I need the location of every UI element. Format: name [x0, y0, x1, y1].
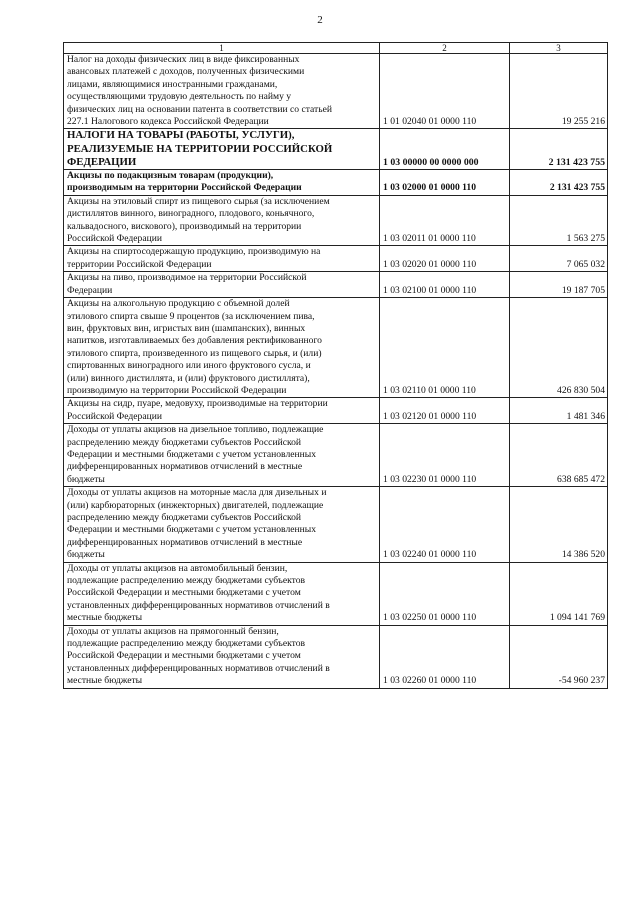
table-row [64, 487, 608, 562]
income-name-line: дистиллятов винного, виноградного, плодового, коньячного, [67, 208, 315, 220]
income-name-line: распределению между бюджетами субъектов Российской [67, 436, 302, 448]
column-header-code: 2 [380, 43, 510, 54]
income-name-line: кальвадосного, вискового), производимый на территории [67, 220, 302, 232]
income-name-line: дифференцированных нормативов отчислений в местные [67, 536, 303, 548]
column-header-amount: 3 [510, 43, 608, 54]
amount-cell: 2 131 423 755 [510, 170, 608, 196]
income-name-line: осуществляющими трудовую деятельность по найму у [67, 91, 292, 103]
amount-cell: 19 255 216 [510, 54, 608, 129]
income-name-line: НАЛОГИ НА ТОВАРЫ (РАБОТЫ, УСЛУГИ), [67, 129, 295, 142]
income-name-line: Российской Федерации и местными бюджетами с учетом [67, 587, 301, 599]
income-name-line: вин, фруктовых вин, игристых вин (шампанских), винных [67, 322, 306, 334]
income-name-line: (или) винного дистиллята, и (или) фруктового дистиллята), [67, 372, 310, 384]
amount-cell: 1 563 275 [510, 195, 608, 246]
income-name-line: этилового спирта свыше 9 процентов (за исключением пива, [67, 310, 315, 322]
table-row [64, 625, 608, 688]
classification-code-cell: 1 03 02230 01 0000 110 [380, 424, 510, 487]
income-name-cell [64, 54, 380, 129]
table-row [64, 424, 608, 487]
classification-code-cell: 1 01 02040 01 0000 110 [380, 54, 510, 129]
table-row [64, 54, 608, 129]
income-name-line: подлежащие распределению между бюджетами субъектов [67, 638, 306, 650]
table-body [64, 54, 608, 689]
classification-code-cell: 1 03 00000 00 0000 000 [380, 129, 510, 170]
table-row [64, 398, 608, 424]
income-name-line: Доходы от уплаты акцизов на моторные масла для дизельных и [67, 487, 327, 499]
income-name-line: Российской Федерации и местными бюджетами с учетом [67, 650, 301, 662]
income-name-line: местные бюджеты [67, 612, 143, 624]
income-name-line: Акцизы на алкогольную продукцию с объемной долей [67, 298, 290, 310]
page-number: 2 [317, 14, 323, 26]
income-name-line: местные бюджеты [67, 675, 143, 687]
classification-code-cell: 1 03 02020 01 0000 110 [380, 246, 510, 272]
income-name-line: этилового спирта, произведенного из пищевого сырья, и (или) [67, 347, 322, 359]
income-name-line: спиртованных виноградного или иного фруктового сусла, и [67, 360, 311, 372]
amount-cell: 19 187 705 [510, 272, 608, 298]
income-name-line: Акцизы на этиловый спирт из пищевого сырья (за исключением [67, 195, 330, 207]
amount-cell: 7 065 032 [510, 246, 608, 272]
table-row [64, 170, 608, 196]
income-name-cell [64, 487, 380, 562]
amount-cell: 426 830 504 [510, 298, 608, 398]
income-name-cell [64, 129, 380, 170]
income-name-line: Акцизы на сидр, пуаре, медовуху, производимые на территории [67, 398, 328, 410]
income-name-line: Доходы от уплаты акцизов на дизельное топливо, подлежащие [67, 424, 324, 436]
classification-code-cell: 1 03 02260 01 0000 110 [380, 625, 510, 688]
income-name-line: производимую на территории Российской Федерации [67, 384, 287, 396]
income-name-cell [64, 424, 380, 487]
income-name-line: бюджеты [67, 473, 105, 485]
budget-revenue-table [63, 42, 608, 689]
classification-code-cell: 1 03 02120 01 0000 110 [380, 398, 510, 424]
income-name-line: Федерации [67, 284, 113, 296]
amount-cell: 1 481 346 [510, 398, 608, 424]
income-name-line: Акцизы на пиво, производимое на территории Российской [67, 272, 307, 284]
classification-code-cell: 1 03 02000 01 0000 110 [380, 170, 510, 196]
table-row [64, 272, 608, 298]
income-name-cell [64, 246, 380, 272]
income-name-line: бюджеты [67, 549, 105, 561]
classification-code-cell: 1 03 02100 01 0000 110 [380, 272, 510, 298]
amount-cell: 638 685 472 [510, 424, 608, 487]
income-name-line: установленных дифференцированных нормативов отчислений в [67, 599, 330, 611]
table-row [64, 298, 608, 398]
income-name-line: распределению между бюджетами субъектов Российской [67, 512, 302, 524]
income-name-cell [64, 195, 380, 246]
income-name-cell [64, 398, 380, 424]
income-name-line: Федерации и местными бюджетами с учетом установленных [67, 524, 317, 536]
amount-cell: 2 131 423 755 [510, 129, 608, 170]
income-name-line: напитков, изготавливаемых без добавления ректификованного [67, 335, 322, 347]
income-name-line: Налог на доходы физических лиц в виде фиксированных [67, 54, 300, 65]
income-name-cell [64, 298, 380, 398]
classification-code-cell: 1 03 02240 01 0000 110 [380, 487, 510, 562]
income-name-line: 227.1 Налогового кодекса Российской Федерации [67, 116, 269, 128]
table-row [64, 195, 608, 246]
table-row [64, 562, 608, 625]
income-name-line: дифференцированных нормативов отчислений в местные [67, 461, 303, 473]
income-name-line: РЕАЛИЗУЕМЫЕ НА ТЕРРИТОРИИ РОССИЙСКОЙ [67, 142, 333, 155]
income-name-line: авансовых платежей с доходов, полученных физическими [67, 66, 305, 78]
income-name-line: территории Российской Федерации [67, 258, 212, 270]
amount-cell: -54 960 237 [510, 625, 608, 688]
income-name-line: Федерации и местными бюджетами с учетом установленных [67, 448, 317, 460]
income-name-line: производимым на территории Российской Федерации [67, 182, 302, 194]
income-name-line: Доходы от уплаты акцизов на прямогонный бензин, [67, 625, 279, 637]
income-name-line: подлежащие распределению между бюджетами субъектов [67, 575, 306, 587]
income-name-cell [64, 625, 380, 688]
amount-cell: 14 386 520 [510, 487, 608, 562]
income-name-line: установленных дифференцированных нормативов отчислений в [67, 662, 330, 674]
table-header-row [64, 43, 608, 54]
classification-code-cell: 1 03 02011 01 0000 110 [380, 195, 510, 246]
classification-code-cell: 1 03 02250 01 0000 110 [380, 562, 510, 625]
income-name-line: лицами, являющимися иностранными гражданами, [67, 78, 278, 90]
income-name-cell [64, 562, 380, 625]
income-name-line: физических лиц на основании патента в соответствии со статьей [67, 103, 332, 115]
income-name-line: Российской Федерации [67, 410, 162, 422]
table-row [64, 129, 608, 170]
amount-cell: 1 094 141 769 [510, 562, 608, 625]
classification-code-cell: 1 03 02110 01 0000 110 [380, 298, 510, 398]
column-header-name: 1 [64, 43, 380, 54]
income-name-cell [64, 272, 380, 298]
income-name-line: Доходы от уплаты акцизов на автомобильный бензин, [67, 562, 288, 574]
income-name-line: (или) карбюраторных (инжекторных) двигателей, подлежащие [67, 499, 324, 511]
income-name-line: ФЕДЕРАЦИИ [67, 155, 137, 168]
income-name-line: Акцизы по подакцизным товарам (продукции), [67, 170, 274, 182]
table-row [64, 246, 608, 272]
income-name-cell [64, 170, 380, 196]
income-name-line: Российской Федерации [67, 233, 162, 245]
income-name-line: Акцизы на спиртосодержащую продукцию, производимую на [67, 246, 321, 258]
